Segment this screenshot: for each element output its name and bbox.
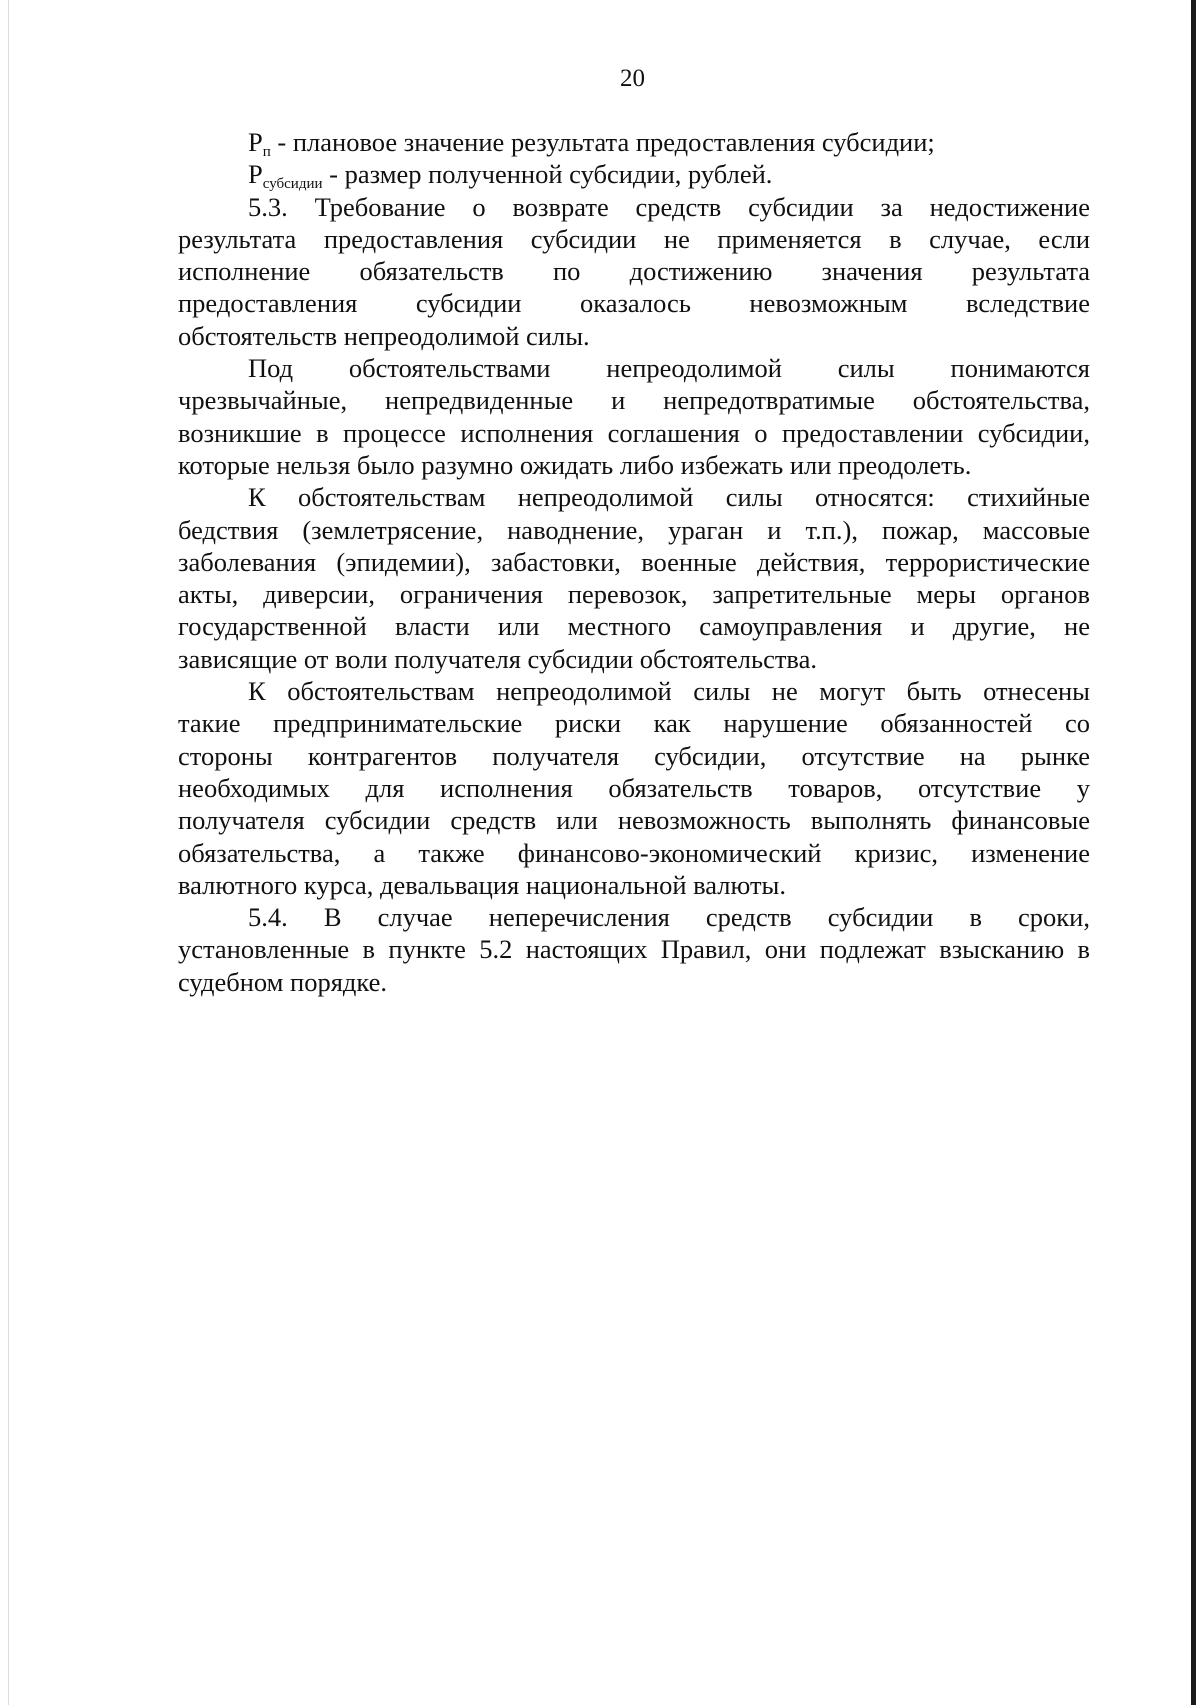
text-line: возникшие в процессе исполнения соглашения о предоставлении субсидии, [178, 417, 1090, 448]
text-line: такие предпринимательские риски как нарушение обязанностей со [178, 708, 1090, 739]
text-line: установленные в пункте 5.2 настоящих Правил, они подлежат взысканию в [178, 934, 1090, 965]
text-line: валютного курса, девальвация национальной валюты. [178, 869, 786, 900]
formula-symbol: P [248, 127, 263, 157]
text-line: которые нельзя было разумно ожидать либо избежать или преодолеть. [178, 449, 972, 480]
scan-edge-left [8, 0, 9, 1705]
text-line: заболевания (эпидемии), забастовки, военные действия, террористические [178, 546, 1090, 577]
text-line: исполнение обязательств по достижению значения результата [178, 256, 1090, 287]
page-number: 20 [620, 65, 645, 92]
text-line: предоставления субсидии оказалось невозможным вследствие [178, 288, 1090, 319]
text-line: результата предоставления субсидии не применяется в случае, если [178, 223, 1090, 254]
document-body [178, 126, 1090, 998]
formula-symbol: P [248, 159, 263, 190]
paragraph [178, 675, 1090, 901]
paragraph [178, 191, 1090, 352]
formula-definition [178, 158, 1090, 193]
formula-subscript: п [262, 144, 271, 160]
text-line: бедствия (землетрясение, наводнение, ураган и т.п.), пожар, массовые [178, 514, 1090, 545]
scan-edge-right [1191, 0, 1196, 1705]
text-line: обстоятельств непреодолимой силы. [178, 320, 590, 351]
text-line: чрезвычайные, непредвиденные и непредотвратимые обстоятельства, [178, 385, 1090, 416]
paragraph [178, 481, 1090, 675]
paragraph [178, 901, 1090, 998]
text-line: судебном порядке. [178, 966, 387, 997]
text-line: зависящие от воли получателя субсидии обстоятельства. [178, 643, 817, 674]
formula-definition [178, 126, 1090, 158]
text-line: необходимых для исполнения обязательств товаров, отсутствие у [178, 772, 1090, 803]
text-line: 5.4. В случае неперечисления средств субсидии в сроки, [248, 902, 1090, 933]
text-line: обязательства, а также финансово-экономический кризис, изменение [178, 837, 1090, 868]
text-line: 5.3. Требование о возврате средств субсидии за недостижение [248, 191, 1090, 222]
text-line: К обстоятельствам непреодолимой силы не могут быть отнесены [248, 676, 1090, 707]
formula-subscript: субсидии [262, 176, 323, 193]
text-line: государственной власти или местного самоуправления и другие, не [178, 611, 1090, 642]
formula-description: - размер полученной субсидии, рублей. [322, 159, 773, 190]
paragraph [178, 352, 1090, 481]
text-line: Под обстоятельствами непреодолимой силы понимаются [248, 353, 1090, 384]
text-line: акты, диверсии, ограничения перевозок, запретительные меры органов [178, 579, 1090, 610]
formula-description: - плановое значение результата предоставления субсидии; [270, 127, 935, 157]
text-line: получателя субсидии средств или невозможность выполнять финансовые [178, 805, 1090, 836]
text-line: стороны контрагентов получателя субсидии, отсутствие на рынке [178, 740, 1090, 771]
text-line: К обстоятельствам непреодолимой силы относятся: стихийные [248, 482, 1090, 513]
